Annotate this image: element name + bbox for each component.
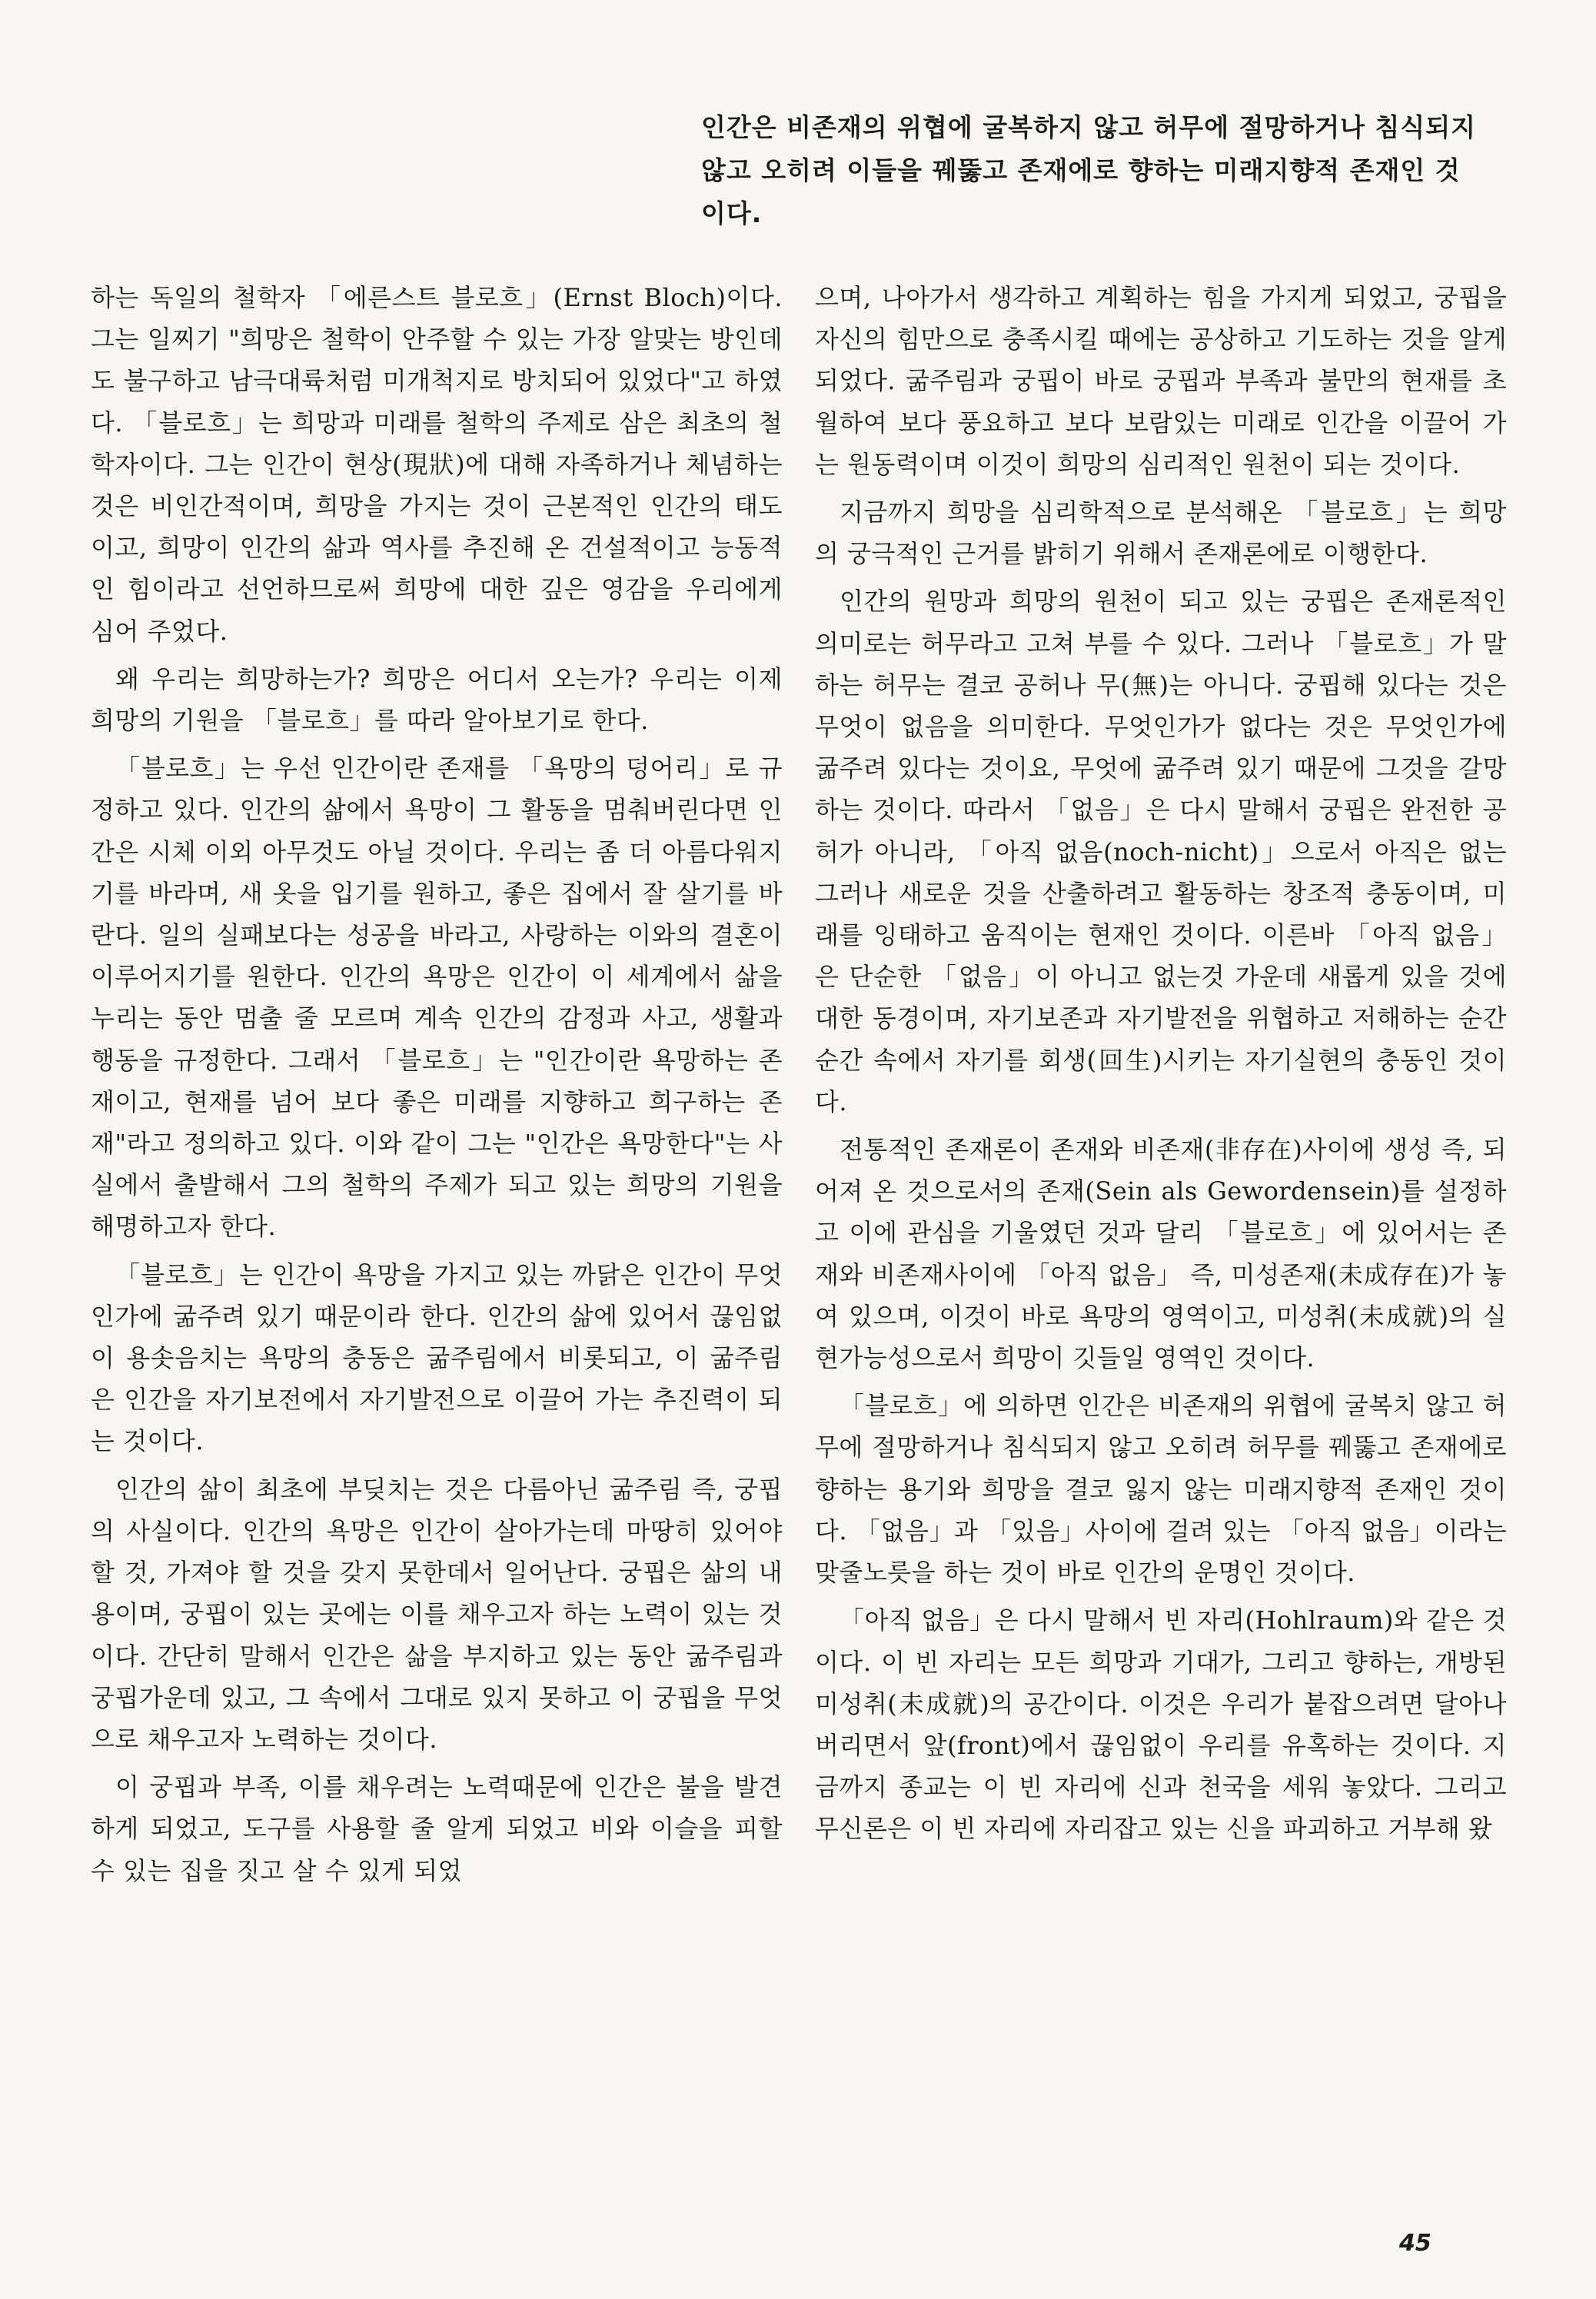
paragraph: 인간의 원망과 희망의 원천이 되고 있는 궁핍은 존재론적인 의미로는 허무라고 고쳐 부를 수 있다. 그러나 「블로흐」가 말하는 허무는 결코 공허나 무(無)는 아니다. 궁핍해 있다는 것은 무엇이 없음을 의미한다. 무엇인가가 없다는 것은 무엇인가에 굶주려 있다는 것이요, 무엇에 굶주려 있기 때문에 그것을 갈망하는 것이다. 따라서 「없음」은 다시 말해서 궁핍은 완전한 공허가 아니라, 「아직 없음(noch-nicht)」으로서 아직은 없는 그러나 새로운 것을 산출하려고 활동하는 창조적 충동이며, 미래를 잉태하고 움직이는 현재인 것이다. 이른바 「아직 없음」은 단순한 「없음」이 아니고 없는것 가운데 새롭게 있을 것에 대한 동경이며, 자기보존과 자기발전을 위협하고 저해하는 순간 순간 속에서 자기를 회생(回生)시키는 자기실현의 충동인 것이다.	[815, 587, 1507, 1116]
paragraph: 「블로흐」는 인간이 욕망을 가지고 있는 까닭은 인간이 무엇인가에 굶주려 있기 때문이라 한다. 인간의 삶에 있어서 끊임없이 용솟음치는 욕망의 충동은 굶주림에서 비롯되고, 이 굶주림은 인간을 자기보전에서 자기발전으로 이끌어 가는 추진력이 되는 것이다.	[91, 1259, 783, 1456]
paragraph: 지금까지 희망을 심리학적으로 분석해온 「블로흐」는 희망의 궁극적인 근거를 밝히기 위해서 존재론에로 이행한다.	[815, 497, 1507, 569]
paragraph: 「아직 없음」은 다시 말해서 빈 자리(Hohlraum)와 같은 것이다. 이 빈 자리는 모든 희망과 기대가, 그리고 향하는, 개방된 미성취(未成就)의 공간이다. 이것은 우리가 붙잡으려면 달아나 버리면서 앞(front)에서 끊임없이 우리를 유혹하는 것이다. 지금까지 종교는 이 빈 자리에 신과 천국을 세워 놓았다. 그리고 무신론은 이 빈 자리에 자리잡고 있는 신을 파괴하고 거부해 왔	[815, 1605, 1507, 1844]
left-column	[91, 277, 783, 1898]
paragraph: 「블로흐」에 의하면 인간은 비존재의 위협에 굴복치 않고 허무에 절망하거나 침식되지 않고 오히려 허무를 꿰뚫고 존재에로 향하는 용기와 희망을 결코 잃지 않는 미래지향적 존재인 것이다. 「없음」과 「있음」사이에 걸려 있는 「아직 없음」이라는 맞줄노릇을 하는 것이 바로 인간의 운명인 것이다.	[815, 1391, 1507, 1588]
right-column	[815, 277, 1507, 1856]
paragraph: 인간의 삶이 최초에 부딪치는 것은 다름아닌 굶주림 즉, 궁핍의 사실이다. 인간의 욕망은 인간이 살아가는데 마땅히 있어야 할 것, 가져야 할 것을 갖지 못한데서 일어난다. 궁핍은 삶의 내용이며, 궁핍이 있는 곳에는 이를 채우고자 하는 노력이 있는 것이다. 간단히 말해서 인간은 삶을 부지하고 있는 동안 굶주림과 궁핍가운데 있고, 그 속에서 그대로 있지 못하고 이 궁핍을 무엇으로 채우고자 노력하는 것이다.	[91, 1474, 783, 1754]
pull-quote	[701, 106, 1478, 235]
paragraph: 전통적인 존재론이 존재와 비존재(非存在)사이에 생성 즉, 되어져 온 것으로서의 존재(Sein als Gewordensein)를 설정하고 이에 관심을 기울였던 것과 달리 「블로흐」에 있어서는 존재와 비존재사이에 「아직 없음」 즉, 미성존재(未成存在)가 놓여 있으며, 이것이 바로 욕망의 영역이고, 미성취(未成就)의 실현가능성으로서 희망이 깃들일 영역인 것이다.	[815, 1135, 1507, 1373]
paragraph: 으며, 나아가서 생각하고 계획하는 힘을 가지게 되었고, 궁핍을 자신의 힘만으로 충족시킬 때에는 공상하고 기도하는 것을 알게 되었다. 굶주림과 궁핍이 바로 궁핍과 부족과 불만의 현재를 초월하여 보다 풍요하고 보다 보람있는 미래로 인간을 이끌어 가는 원동력이며 이것이 희망의 심리적인 원천이 되는 것이다.	[815, 283, 1507, 479]
paragraph: 왜 우리는 희망하는가? 희망은 어디서 오는가? 우리는 이제 희망의 기원을 「블로흐」를 따라 알아보기로 한다.	[91, 664, 783, 736]
pull-quote-text: 인간은 비존재의 위협에 굴복하지 않고 허무에 절망하거나 침식되지 않고 오히려 이들을 꿰뚫고 존재에로 향하는 미래지향적 존재인 것이다.	[701, 112, 1477, 228]
paragraph: 「블로흐」는 우선 인간이란 존재를 「욕망의 덩어리」로 규정하고 있다. 인간의 삶에서 욕망이 그 활동을 멈춰버린다면 인간은 시체 이외 아무것도 아닐 것이다. 우리는 좀 더 아름다워지기를 바라며, 새 옷을 입기를 원하고, 좋은 집에서 잘 살기를 바란다. 일의 실패보다는 성공을 바라고, 사랑하는 이와의 결혼이 이루어지기를 원한다. 인간의 욕망은 인간이 이 세계에서 삶을 누리는 동안 멈출 줄 모르며 계속 인간의 감정과 사고, 생활과 행동을 규정한다. 그래서 「블로흐」는 "인간이란 욕망하는 존재이고, 현재를 넘어 보다 좋은 미래를 지향하고 희구하는 존재"라고 정의하고 있다. 이와 같이 그는 "인간은 욕망한다"는 사실에서 출발해서 그의 철학의 주제가 되고 있는 희망의 기원을 해명하고자 한다.	[91, 754, 783, 1242]
page-number: 45	[1399, 2230, 1431, 2257]
paragraph: 이 궁핍과 부족, 이를 채우려는 노력때문에 인간은 불을 발견하게 되었고, 도구를 사용할 줄 알게 되었고 비와 이슬을 피할 수 있는 집을 짓고 살 수 있게 되었	[91, 1772, 783, 1885]
paragraph: 하는 독일의 철학자 「에른스트 블로흐」(Ernst Bloch)이다. 그는 일찌기 "희망은 철학이 안주할 수 있는 가장 알맞는 방인데도 불구하고 남극대륙처럼 미개척지로 방치되어 있었다"고 하였다. 「블로흐」는 희망과 미래를 철학의 주제로 삼은 최초의 철학자이다. 그는 인간이 현상(現狀)에 대해 자족하거나 체념하는 것은 비인간적이며, 희망을 가지는 것이 근본적인 인간의 태도이고, 희망이 인간의 삶과 역사를 추진해 온 건설적이고 능동적인 힘이라고 선언하므로써 희망에 대한 깊은 영감을 우리에게 심어 주었다.	[91, 283, 783, 646]
